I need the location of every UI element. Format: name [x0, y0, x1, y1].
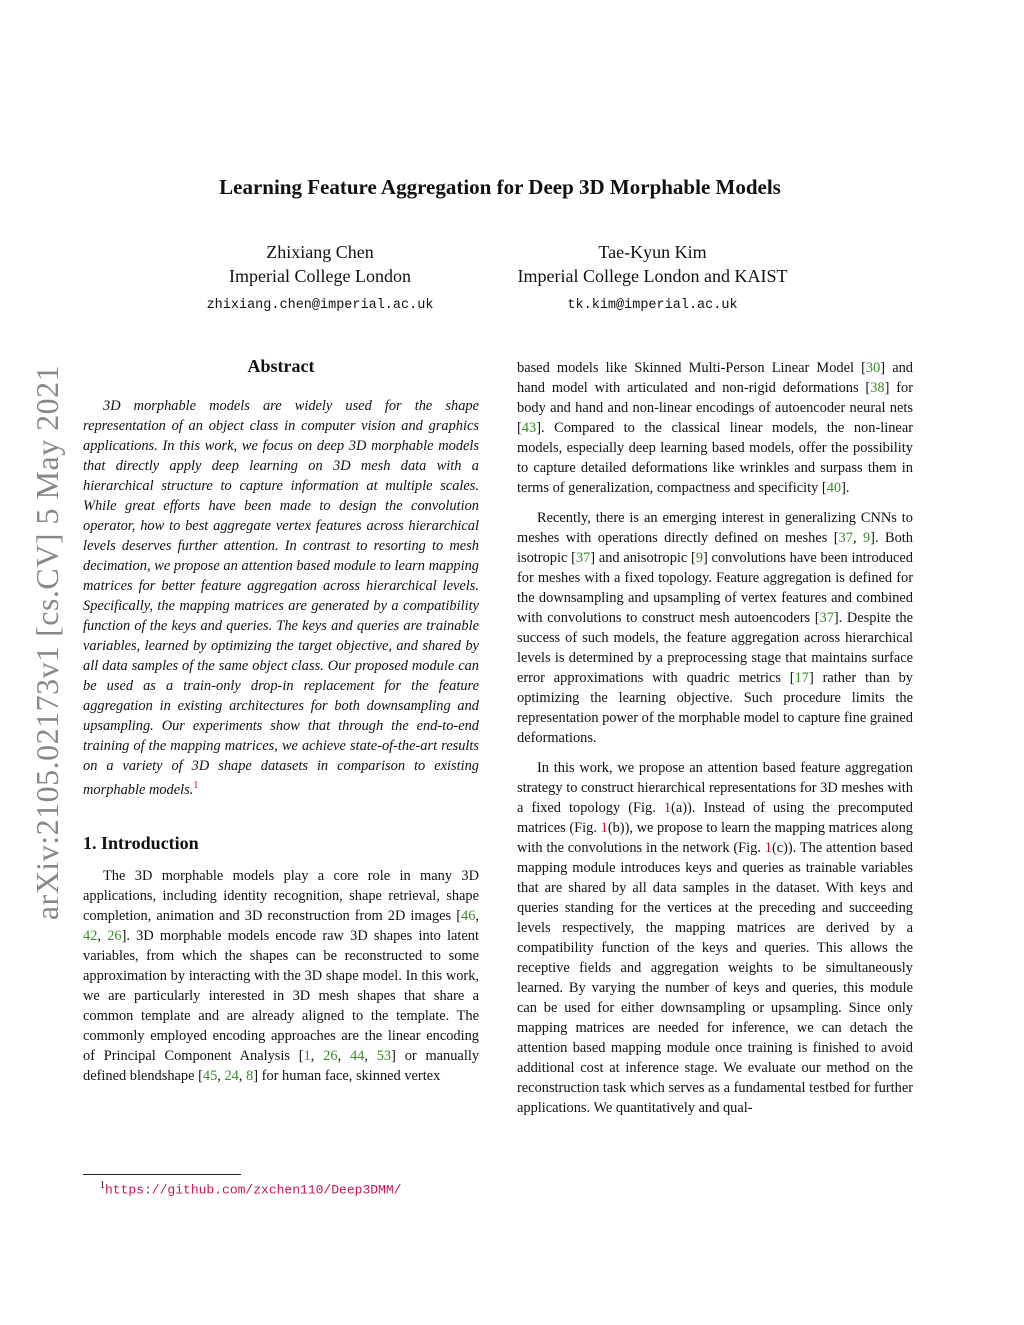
paper-title: Learning Feature Aggregation for Deep 3D Morphable Models — [219, 175, 781, 199]
citation-link[interactable]: 46 — [461, 907, 476, 924]
footnote-marker[interactable]: 1 — [193, 780, 199, 791]
citation-link[interactable]: 40 — [826, 480, 842, 496]
citation-link[interactable]: 17 — [794, 670, 809, 686]
section-heading-introduction: 1. Introduction — [83, 832, 199, 853]
figure-ref-link[interactable]: 1 — [600, 820, 608, 836]
right-column — [517, 358, 913, 1118]
author-affiliation: Imperial College London — [229, 266, 411, 286]
intro-paragraph: The 3D morphable models play a core role in many 3D applications, including identity recognition, shape retrieval, shape completion, animation and 3D reconstruction from 2D images [46, 42, 26]. 3D morphable models encode raw 3D shapes into latent variables, from which the shapes can be reconstructed to some approximation by interacting with the 3D shape model. In this work, we are particularly interested in 3D mesh shapes that share a common template and are already aligned to the template. The commonly employed encoding approaches are the linear encoding of Principal Component Analysis [1, 26, 44, 53] or manually defined blendshape [45, 24, 8] for human face, skinned vertex — [83, 867, 480, 1084]
citation-link[interactable]: 26 — [323, 1047, 338, 1064]
citation-link[interactable]: 53 — [376, 1047, 392, 1064]
citation-link[interactable]: 26 — [107, 927, 122, 944]
citation-link[interactable]: 30 — [865, 360, 881, 376]
citation-link[interactable]: 43 — [521, 420, 537, 436]
abstract-text: 3D morphable models are widely used for the shape representation of an object class in computer vision and graphics applications. In this work, we focus on deep 3D morphable models that directly apply deep learning on 3D mesh data with a hierarchical structure to capture information at multiple scales. While great efforts have been made to design the convolution operator, how to best aggregate vertex features across hierarchical levels deserves further attention. In contrast to resorting to mesh decimation, we propose an attention based module to learn mapping matrices for better feature aggregation across hierarchical levels. Specifically, the mapping matrices are generated by a compatibility function of the keys and queries. The keys and queries are trainable variables, learned by optimizing the target objective, and shared by all data samples of the same object class. Our proposed module can be used as a train-only drop-in replacement for the feature aggregation in existing architectures for both downsampling and upsampling. Our experiments show that through the end-to-end training of the mapping matrices, we achieve state-of-the-art results on a variety of 3D shape datasets in comparison to existing morphable models.$^1$ — [83, 398, 479, 798]
citation-link[interactable]: 37 — [838, 530, 853, 546]
footnote-divider — [83, 1174, 241, 1175]
citation-link[interactable]: 8 — [246, 1067, 254, 1084]
author-name: Zhixiang Chen — [266, 242, 374, 262]
abstract-heading: Abstract — [247, 356, 315, 376]
citation-link[interactable]: 45 — [202, 1067, 218, 1084]
footnote-url-link[interactable]: https://github.com/zxchen110/Deep3DMM/ — [105, 1182, 402, 1198]
citation-link[interactable]: 42 — [83, 927, 98, 944]
author-email[interactable]: tk.kim@imperial.ac.uk — [567, 298, 738, 313]
author-block-2 — [480, 240, 825, 318]
author-affiliation: Imperial College London and KAIST — [517, 266, 788, 286]
author-name: Tae-Kyun Kim — [598, 242, 707, 262]
citation-link[interactable]: 9 — [695, 550, 704, 566]
author-block-1 — [170, 240, 470, 318]
citation-link[interactable]: 37 — [819, 610, 834, 626]
arxiv-stamp — [28, 355, 68, 930]
citation-link[interactable]: 24 — [224, 1067, 239, 1084]
footnote — [100, 1180, 401, 1197]
figure-ref-link[interactable]: 1 — [764, 840, 772, 856]
body-paragraph: In this work, we propose an attention based feature aggregation strategy to construct hierarchical representations for 3D meshes with a fixed topology (Fig. 1(a)). Instead of using the precomputed matrices (Fig. 1(b)), we propose to learn the mapping matrices along with the convolutions in the network (Fig. 1(c)). The attention based mapping module introduces keys and queries as trainable variables that are shared by all data samples in the dataset. With keys and queries standing for the vertices at the preceding and succeeding levels respectively, the mapping matrices are derived by a compatibility function of the keys and queries. This allows the receptive fields and aggregation weights to be simultaneously learned. By varying the number of keys and queries, this module can be used for either downsampling or upsampling. Since only mapping matrices are needed for inference, we can detach the attention based mapping module once training is finished to avoid additional cost at inference stage. We evaluate our method on the reconstruction task which serves as a fundamental testbed for further applications. We quantitatively and qual- — [517, 760, 914, 1116]
body-paragraph: based models like Skinned Multi-Person Linear Model [30] and hand model with articulated and non-rigid deformations [38] for body and hand and non-linear encodings of autoencoder neural nets [43]. Compared to the classical linear models, the non-linear models, especially deep learning based models, offer the possibility to capture detailed deformations like wrinkles and surpass them in terms of generalization, compactness and specificity [40]. — [517, 360, 914, 496]
citation-link[interactable]: 1 — [303, 1047, 311, 1064]
left-column — [83, 354, 479, 1086]
citation-link[interactable]: 38 — [870, 380, 885, 396]
footnote-number: 1 — [100, 1180, 105, 1191]
arxiv-stamp-text: arXiv:2105.02173v1 [cs.CV] 5 May 2021 — [29, 364, 66, 921]
citation-link[interactable]: 9 — [862, 530, 871, 546]
citation-link[interactable]: 37 — [575, 550, 591, 566]
citation-link[interactable]: 44 — [349, 1047, 365, 1064]
figure-ref-link[interactable]: 1 — [663, 800, 672, 816]
body-paragraph: Recently, there is an emerging interest in generalizing CNNs to meshes with operations directly defined on meshes [37, 9]. Both isotropic [37] and anisotropic [9] convolutions have been introduced for meshes with a fixed topology. Feature aggregation is defined for the downsampling and upsampling of vertex features and combined with convolutions to construct mesh autoencoders [37]. Despite the success of such models, the feature aggregation across hierarchical levels is determined by a preprocessing stage that maintains surface error approximations with quadric metrics [17] rather than by optimizing the learning objective. Such procedure limits the representation power of the morphable model to capture fine grained deformations. — [517, 510, 913, 746]
author-email[interactable]: zhixiang.chen@imperial.ac.uk — [206, 298, 434, 313]
